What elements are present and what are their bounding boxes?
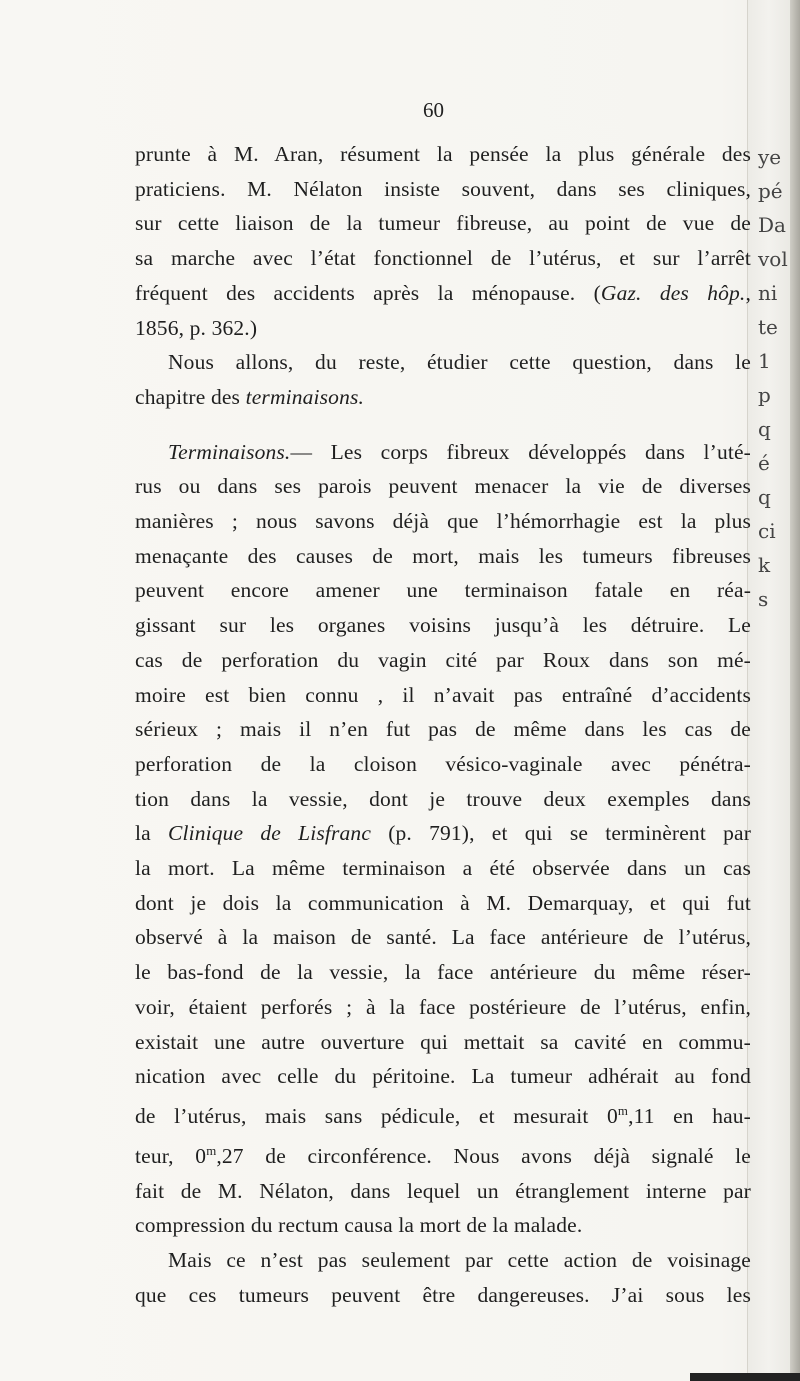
paragraph-2 bbox=[135, 345, 751, 414]
text-line: rus ou dans ses parois peuvent menacer la vie de diverses bbox=[135, 474, 751, 499]
text-line: la mort. La même terminaison a été observée dans un cas bbox=[135, 856, 751, 881]
text-line: teur, 0$^m$,27 de circonférence. Nous avons déjà signalé le bbox=[135, 1143, 751, 1168]
text-line: fait de M. Nélaton, dans lequel un étranglement interne par bbox=[135, 1178, 751, 1203]
text-line: que ces tumeurs peuvent être dangereuses. J’ai sous les bbox=[135, 1282, 751, 1307]
text-line: menaçante des causes de mort, mais les tumeurs fibreuses bbox=[135, 543, 751, 568]
text-line: Mais ce n’est pas seulement par cette action de voisinage bbox=[168, 1248, 751, 1273]
paragraph-1 bbox=[135, 137, 751, 345]
text-line: sa marche avec l’état fonctionnel de l’utérus, et sur l’arrêt bbox=[135, 246, 751, 271]
text-line: existait une autre ouverture qui mettait sa cavité en commu- bbox=[135, 1029, 751, 1054]
text-line: Terminaisons.— Les corps fibreux développés dans l’uté- bbox=[168, 439, 751, 464]
text-line: sur cette liaison de la tumeur fibreuse, au point de vue de bbox=[135, 211, 751, 236]
text-line: dont je dois la communication à M. Demarquay, et qui fut bbox=[135, 890, 751, 915]
text-line: Nous allons, du reste, étudier cette question, dans le bbox=[168, 350, 751, 375]
text-line: voir, étaient perforés ; à la face postérieure de l’utérus, enfin, bbox=[135, 994, 751, 1019]
text-line: le bas-fond de la vessie, la face antérieure du même réser- bbox=[135, 960, 751, 985]
page-number: 60 bbox=[423, 98, 444, 122]
text-line: praticiens. M. Nélaton insiste souvent, dans ses cliniques, bbox=[135, 176, 751, 201]
text-line: sérieux ; mais il n’en fut pas de même dans les cas de bbox=[135, 717, 751, 742]
text-line: gissant sur les organes voisins jusqu’à les détruire. Le bbox=[135, 613, 751, 638]
facing-page-edge bbox=[747, 0, 800, 1381]
text-line: tion dans la vessie, dont je trouve deux exemples dans bbox=[135, 786, 751, 811]
paragraph-4 bbox=[135, 1243, 751, 1312]
paragraph-gap bbox=[135, 415, 751, 435]
text-line: moire est bien connu , il n’avait pas entraîné d’accidents bbox=[135, 682, 751, 707]
facing-page-glyphs: ye pé Da vol ni te 1 p q é q ci k s bbox=[758, 145, 788, 611]
text-line: cas de perforation du vagin cité par Roux dans son mé- bbox=[135, 647, 751, 672]
binding-shadow bbox=[790, 0, 800, 1381]
text-line: chapitre des terminaisons. bbox=[135, 384, 365, 409]
text-line: observé à la maison de santé. La face antérieure de l’utérus, bbox=[135, 925, 751, 950]
text-line: peuvent encore amener une terminaison fatale en réa- bbox=[135, 578, 751, 603]
text-line: manières ; nous savons déjà que l’hémorrhagie est la plus bbox=[135, 509, 751, 534]
text-line: de l’utérus, mais sans pédicule, et mesurait 0$^m$,11 en hau- bbox=[135, 1103, 751, 1129]
text-line: prunte à M. Aran, résument la pensée la plus générale des bbox=[135, 142, 751, 166]
text-line: la Clinique de Lisfranc (p. 791), et qui se terminèrent par bbox=[135, 821, 751, 846]
body-text bbox=[135, 137, 751, 1313]
bottom-shadow bbox=[690, 1373, 800, 1381]
paragraph-3 bbox=[135, 435, 751, 1243]
text-line: 1856, p. 362.) bbox=[135, 315, 258, 340]
text-line: compression du rectum causa la mort de la malade. bbox=[135, 1213, 583, 1238]
text-line: nication avec celle du péritoine. La tumeur adhérait au fond bbox=[135, 1064, 751, 1089]
text-line: fréquent des accidents après la ménopause. (Gaz. des hôp., bbox=[135, 280, 751, 305]
text-line: perforation de la cloison vésico-vaginale avec pénétra- bbox=[135, 751, 751, 776]
